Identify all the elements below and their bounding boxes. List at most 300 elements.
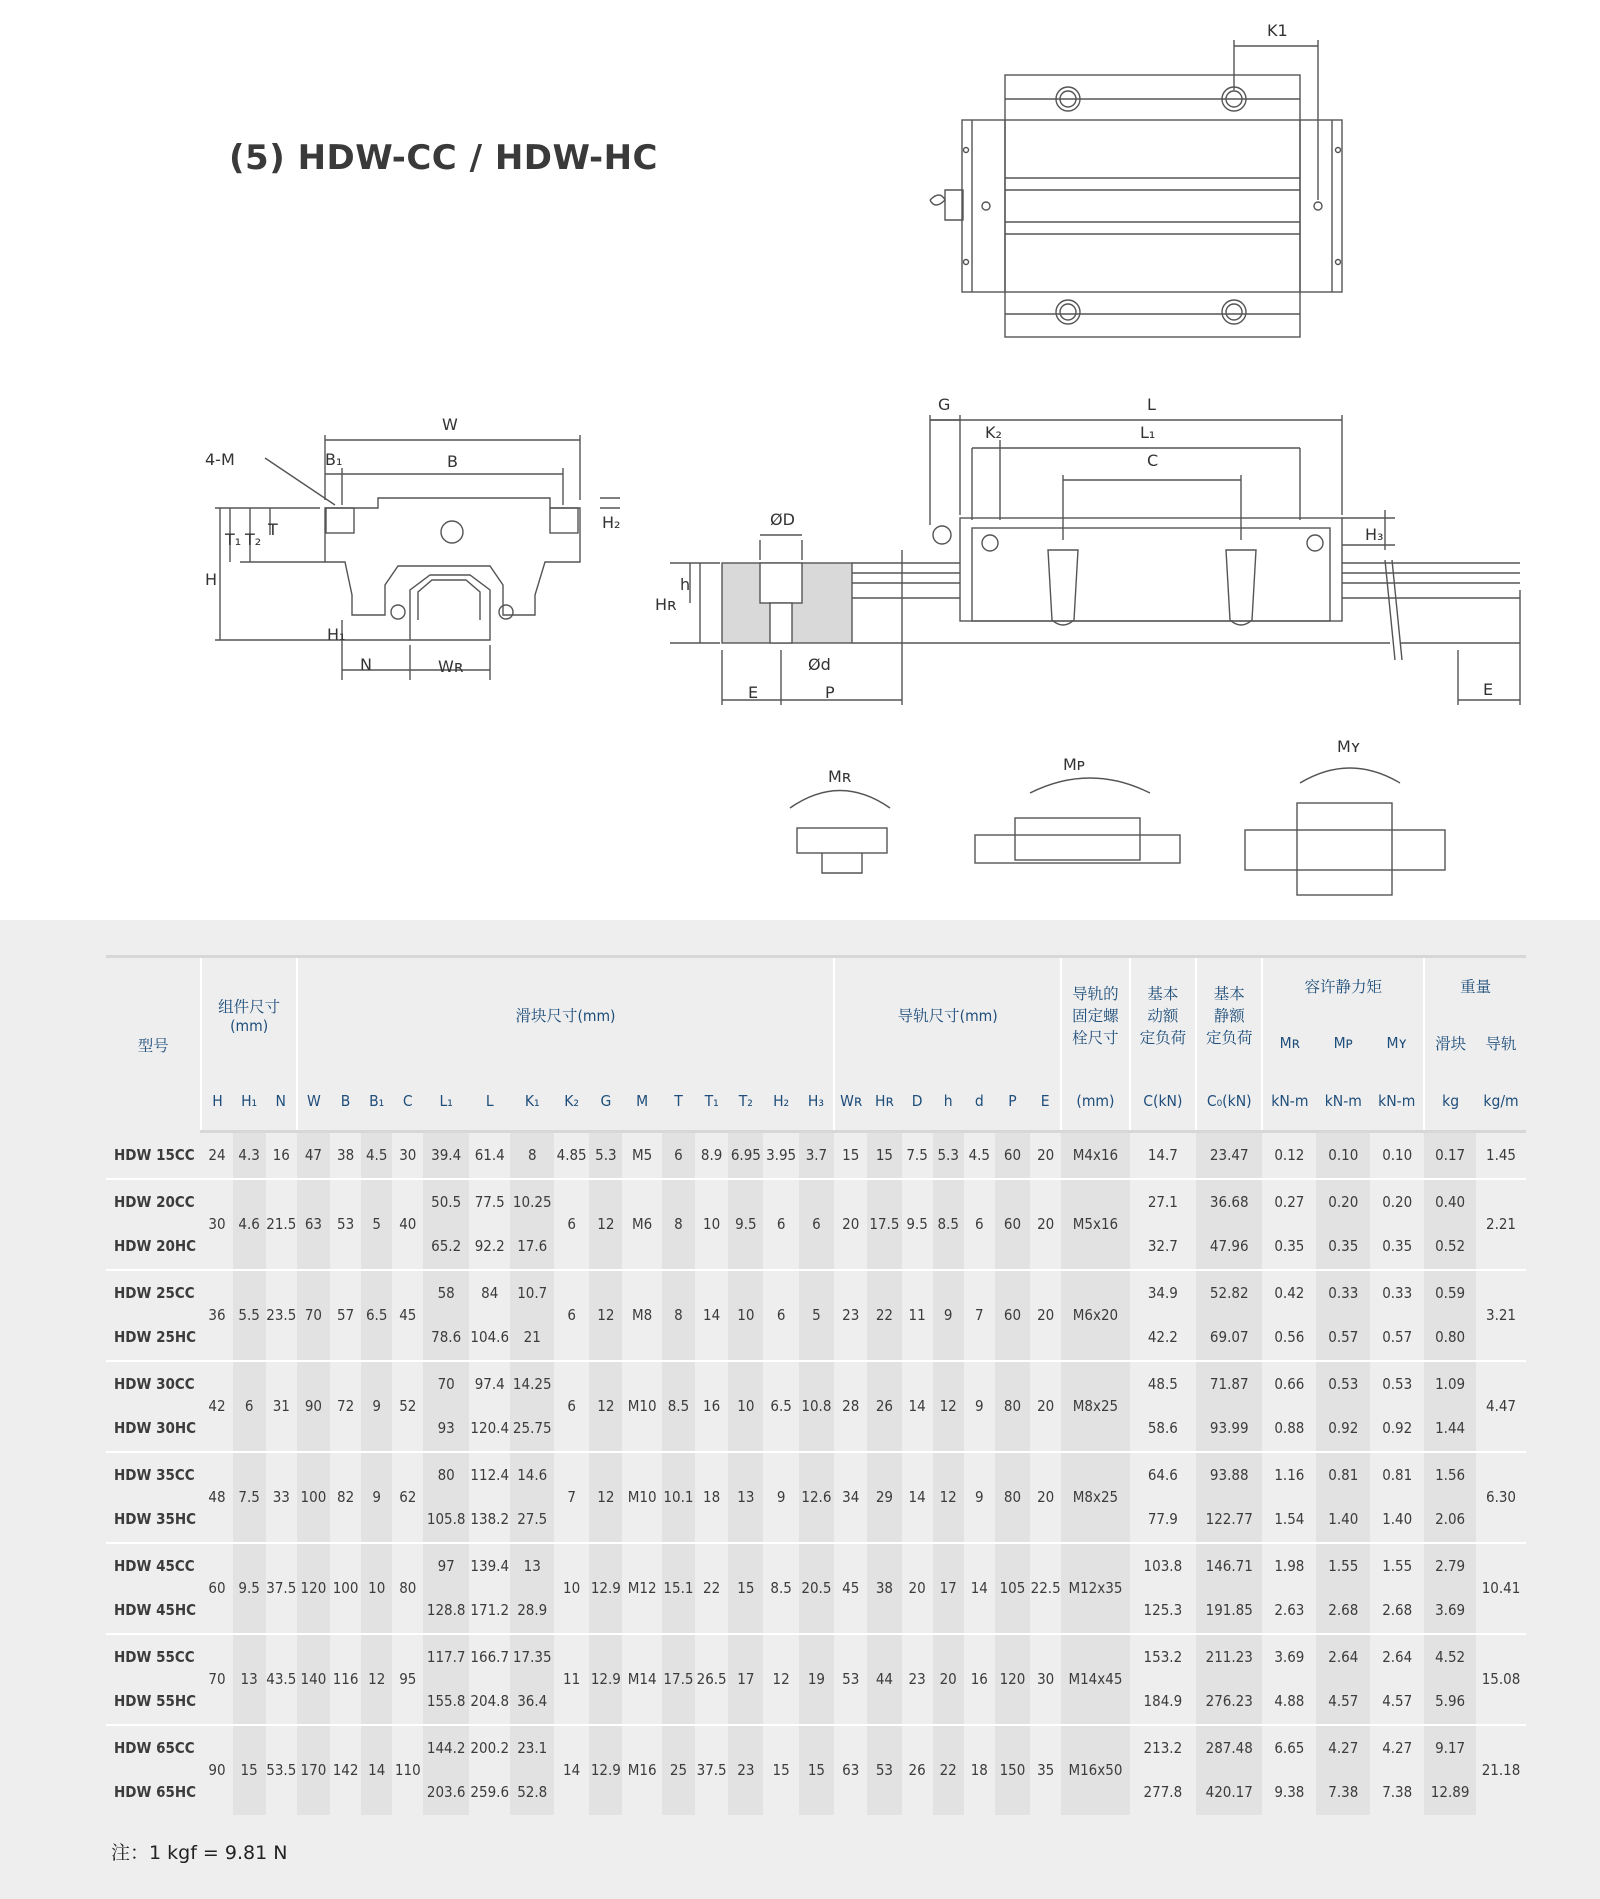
header-symbol: K₁ — [510, 1072, 554, 1132]
cell-p: 60 — [995, 1179, 1030, 1270]
cell-c0: 420.17 — [1196, 1770, 1262, 1815]
cell-m: M5 — [632, 1146, 653, 1165]
header-symbol: Hʀ — [867, 1072, 901, 1132]
cell-w: 100 — [297, 1452, 330, 1543]
label-od-small: Ød — [808, 655, 831, 674]
cell-cdyn: 64.6 — [1130, 1452, 1196, 1498]
label-h-small: h — [680, 575, 691, 594]
cell-h1: 15 — [233, 1725, 266, 1815]
cell-t2: 17 — [728, 1634, 763, 1725]
header-symbol: B₁ — [361, 1072, 392, 1132]
cell-d: 14 — [902, 1452, 933, 1543]
cell-wr: 20 — [834, 1179, 867, 1270]
cell-m: M12 — [622, 1543, 661, 1634]
cell-cdyn: 103.8 — [1130, 1543, 1196, 1589]
cell-bolt: M14x45 — [1061, 1634, 1129, 1725]
cell-my: 0.10 — [1382, 1146, 1413, 1165]
cell-mr: 0.27 — [1262, 1179, 1316, 1225]
cell-rail-kg: 1.45 — [1485, 1146, 1517, 1165]
cell-c0: 122.77 — [1196, 1497, 1262, 1543]
cell-n: 53.5 — [266, 1725, 297, 1815]
cell-blockkg: 1.56 — [1424, 1452, 1476, 1498]
cell-h: 48 — [201, 1452, 232, 1543]
cell-l: 138.2 — [470, 1510, 510, 1529]
cell-rail-kg: 21.18 — [1476, 1725, 1526, 1815]
header-symbol: D — [902, 1072, 933, 1132]
cell-d: 23 — [902, 1634, 933, 1725]
cell-blockkg: 0.17 — [1424, 1132, 1476, 1179]
header-symbol: G — [589, 1072, 622, 1132]
cell-l1: 50.5 — [423, 1179, 469, 1225]
label-e1: E — [748, 683, 759, 702]
header-symbol: C₀(kN) — [1196, 1072, 1262, 1132]
label-t: T — [268, 520, 278, 539]
cell-mp: 2.64 — [1316, 1634, 1370, 1680]
header-symbol: P — [995, 1072, 1030, 1132]
model-name: HDW 30HC — [114, 1419, 197, 1438]
cell-k1: 52.8 — [510, 1770, 554, 1815]
label-my: Mʏ — [1337, 737, 1361, 756]
cell-c0: 211.23 — [1196, 1634, 1262, 1680]
cell-c0: 287.48 — [1196, 1725, 1262, 1771]
cell-cdyn: 27.1 — [1130, 1179, 1196, 1225]
cell-t: 10.1 — [662, 1452, 695, 1543]
cell-w: 90 — [297, 1361, 330, 1452]
cell-l1: 58 — [423, 1270, 469, 1316]
cell-l: 171.2 — [470, 1601, 510, 1620]
cell-t1: 37.5 — [695, 1725, 728, 1815]
cell-d: 9.5 — [902, 1179, 933, 1270]
moment-icons — [790, 768, 1445, 895]
cell-b1: 4.5 — [361, 1132, 392, 1179]
cell-my: 0.81 — [1370, 1452, 1424, 1498]
cell-b: 142 — [330, 1725, 361, 1815]
cell-l1: 105.8 — [423, 1497, 469, 1543]
cell-hr: 15 — [867, 1132, 901, 1179]
cell-h3: 10.8 — [799, 1361, 834, 1452]
cell-b1: 10 — [361, 1543, 392, 1634]
cell-mp: 7.38 — [1316, 1770, 1370, 1815]
cell-g: 12.9 — [589, 1634, 622, 1725]
cell-c0: 71.87 — [1196, 1361, 1262, 1407]
cell-h: 24 — [208, 1146, 226, 1165]
model-name: HDW 30CC — [106, 1361, 201, 1407]
cell-cdyn: 14.7 — [1147, 1146, 1178, 1165]
cell-hr: 22 — [867, 1270, 901, 1361]
cell-wr: 45 — [834, 1543, 867, 1634]
cell-cdyn: 77.9 — [1147, 1510, 1178, 1529]
cell-wr: 28 — [834, 1361, 867, 1452]
label-mp: Mᴘ — [1063, 755, 1086, 774]
cell-h3: 3.7 — [799, 1132, 834, 1179]
cell-d: 11 — [902, 1270, 933, 1361]
cell-rail-kg: 3.21 — [1476, 1270, 1526, 1361]
cell-c0: 47.96 — [1196, 1224, 1262, 1270]
cell-rail-kg: 10.41 — [1476, 1543, 1526, 1634]
label-h1: H₁ — [327, 625, 346, 644]
label-wr: Wʀ — [438, 657, 464, 676]
cell-h: 12 — [933, 1452, 964, 1543]
cell-cdyn: 48.5 — [1130, 1361, 1196, 1407]
label-n: N — [360, 655, 372, 674]
cell-blockkg: 0.40 — [1424, 1179, 1476, 1225]
cell-k1: 17.35 — [510, 1634, 554, 1680]
cell-wr: 23 — [834, 1270, 867, 1361]
cell-blockkg: 0.80 — [1424, 1315, 1476, 1361]
cell-l: 139.4 — [469, 1543, 510, 1589]
cell-my: 0.57 — [1382, 1328, 1413, 1347]
cell-h3: 6 — [799, 1179, 834, 1270]
cell-l: 112.4 — [469, 1452, 510, 1498]
cell-p: 60 — [995, 1132, 1030, 1179]
cell-l1: 117.7 — [423, 1634, 469, 1680]
cell-mp: 2.68 — [1316, 1588, 1370, 1634]
cell-b1: 5 — [361, 1179, 392, 1270]
label-e2: E — [1483, 680, 1494, 699]
cell-t: 15.1 — [662, 1543, 695, 1634]
cell-bolt: M8x25 — [1061, 1361, 1129, 1452]
label-l1: L₁ — [1140, 423, 1156, 442]
cell-rail-kg: 6.30 — [1476, 1452, 1526, 1543]
cell-wr: 15 — [842, 1146, 860, 1165]
header-symbol: C — [392, 1072, 423, 1132]
cell-wr: 63 — [834, 1725, 867, 1815]
header-rail: 导轨尺寸(mm) — [834, 957, 1061, 1073]
cell-hr: 17.5 — [867, 1179, 901, 1270]
cell-k1: 14.25 — [510, 1361, 554, 1407]
cell-m: M14 — [622, 1634, 661, 1725]
cell-b: 116 — [330, 1634, 361, 1725]
spec-table — [106, 955, 1526, 1815]
cell-n: 16 — [272, 1146, 290, 1165]
cell-l: 77.5 — [469, 1179, 510, 1225]
cell-h2: 15 — [763, 1725, 798, 1815]
cell-c0: 36.68 — [1196, 1179, 1262, 1225]
cell-my: 2.68 — [1382, 1601, 1413, 1620]
cell-h3: 12.6 — [799, 1452, 834, 1543]
cell-g: 12.9 — [589, 1543, 622, 1634]
model-name: HDW 15CC — [114, 1145, 195, 1164]
cell-l1: 80 — [423, 1452, 469, 1498]
table-row — [106, 1452, 1526, 1498]
cell-h1: 6 — [233, 1361, 266, 1452]
cell-p: 80 — [995, 1452, 1030, 1543]
header-dynamic-load: 基本 动额 定负荷 — [1130, 957, 1196, 1073]
cell-d: 7.5 — [906, 1146, 928, 1165]
header-symbol: T — [662, 1072, 695, 1132]
cell-blockkg: 3.69 — [1424, 1588, 1476, 1634]
header-weight: 重量 — [1424, 957, 1526, 1015]
cell-c: 95 — [392, 1634, 423, 1725]
header-symbol: L₁ — [423, 1072, 469, 1132]
note-text: 注：1 kgf = 9.81 N — [111, 1842, 288, 1864]
cell-k1: 21 — [510, 1315, 554, 1361]
cell-c0: 69.07 — [1196, 1315, 1262, 1361]
cell-l1: 144.2 — [423, 1725, 469, 1771]
cell-m: M6 — [622, 1179, 661, 1270]
table-row — [106, 1179, 1526, 1225]
cell-t2: 9.5 — [728, 1179, 763, 1270]
cell-b: 82 — [330, 1452, 361, 1543]
cell-t1: 22 — [695, 1543, 728, 1634]
cell-k2: 10 — [554, 1543, 589, 1634]
cell-h2: 3.95 — [766, 1146, 797, 1165]
header-symbol: (mm) — [1061, 1072, 1129, 1132]
header-model: 型号 — [106, 957, 201, 1132]
cell-hr: 44 — [867, 1634, 901, 1725]
cell-l: 97.4 — [469, 1361, 510, 1407]
cell-m: M8 — [622, 1270, 661, 1361]
cell-cdyn: 213.2 — [1130, 1725, 1196, 1771]
header-symbol: B — [330, 1072, 361, 1132]
cell-mr: 6.65 — [1262, 1725, 1316, 1771]
cell-mp: 0.10 — [1316, 1132, 1370, 1179]
cell-wr: 53 — [834, 1634, 867, 1725]
cell-t2: 15 — [728, 1543, 763, 1634]
cell-e: 30 — [1030, 1634, 1061, 1725]
cell-d: 9 — [964, 1361, 995, 1452]
cell-h1: 7.5 — [233, 1452, 266, 1543]
cell-h2: 6 — [763, 1270, 798, 1361]
cell-mr: 0.12 — [1274, 1146, 1305, 1165]
cell-bolt: M16x50 — [1061, 1725, 1129, 1815]
cell-h3: 20.5 — [799, 1543, 834, 1634]
cell-m: M10 — [622, 1361, 661, 1452]
cell-blockkg: 12.89 — [1424, 1770, 1476, 1815]
cell-my: 0.53 — [1370, 1361, 1424, 1407]
cell-k1: 8 — [510, 1132, 554, 1179]
model-name: HDW 35CC — [106, 1452, 201, 1498]
cell-mr: 0.66 — [1262, 1361, 1316, 1407]
label-mr: Mʀ — [828, 767, 852, 786]
cell-l: 166.7 — [469, 1634, 510, 1680]
cell-k2: 11 — [554, 1634, 589, 1725]
cell-w: 47 — [297, 1132, 330, 1179]
label-b1: B₁ — [325, 450, 343, 469]
cell-l1: 203.6 — [423, 1770, 469, 1815]
cell-l1: 39.4 — [423, 1132, 469, 1179]
cell-c0: 93.88 — [1196, 1452, 1262, 1498]
model-name: HDW 20CC — [106, 1179, 201, 1225]
cell-b1: 9 — [361, 1452, 392, 1543]
cell-b1: 6.5 — [361, 1270, 392, 1361]
header-symbol: kN-m — [1316, 1072, 1370, 1132]
model-name: HDW 65CC — [106, 1725, 201, 1771]
label-od-big: ØD — [770, 510, 795, 529]
label-g: G — [938, 395, 951, 414]
cell-mr: 4.88 — [1274, 1692, 1305, 1711]
cell-l: 204.8 — [470, 1692, 510, 1711]
header-symbol: M — [622, 1072, 661, 1132]
model-name: HDW 45CC — [106, 1543, 201, 1589]
cell-w: 120 — [297, 1543, 330, 1634]
cell-rail-kg: 2.21 — [1476, 1179, 1526, 1270]
header-symbol: kN-m — [1370, 1072, 1424, 1132]
cell-l: 61.4 — [474, 1146, 505, 1165]
cell-cdyn: 277.8 — [1143, 1783, 1183, 1802]
label-p: P — [825, 683, 835, 702]
cell-t1: 10 — [695, 1179, 728, 1270]
cell-mr: 1.98 — [1262, 1543, 1316, 1589]
cell-p: 150 — [995, 1725, 1030, 1815]
cell-mr: 2.63 — [1274, 1601, 1305, 1620]
header-symbol: d — [964, 1072, 995, 1132]
cell-cdyn: 58.6 — [1147, 1419, 1178, 1438]
cell-my: 0.92 — [1382, 1419, 1413, 1438]
cell-bolt: M4x16 — [1061, 1132, 1129, 1179]
cell-l1: 155.8 — [423, 1679, 469, 1725]
cell-m: M16 — [622, 1725, 661, 1815]
header-static-load: 基本 静额 定负荷 — [1196, 957, 1262, 1073]
header-symbol: kN-m — [1262, 1072, 1316, 1132]
cell-wr: 34 — [834, 1452, 867, 1543]
cell-l1: 93 — [423, 1406, 469, 1452]
cell-h1: 4.3 — [233, 1132, 266, 1179]
label-h: H — [205, 570, 218, 589]
cell-w: 70 — [297, 1270, 330, 1361]
cell-p: 80 — [995, 1361, 1030, 1452]
cell-cdyn: 42.2 — [1147, 1328, 1178, 1347]
table-row — [106, 1361, 1526, 1407]
model-name: HDW 55HC — [114, 1692, 197, 1711]
label-h3: H₃ — [1365, 525, 1384, 544]
cell-d: 20 — [902, 1543, 933, 1634]
cell-n: 21.5 — [266, 1179, 297, 1270]
cell-blockkg: 0.52 — [1424, 1224, 1476, 1270]
cell-l: 104.6 — [470, 1328, 510, 1347]
cell-e: 20 — [1037, 1146, 1055, 1165]
cell-h1: 9.5 — [233, 1543, 266, 1634]
cell-mr: 1.54 — [1274, 1510, 1305, 1529]
cell-hr: 29 — [867, 1452, 901, 1543]
cell-b: 72 — [330, 1361, 361, 1452]
cell-k1: 27.5 — [510, 1497, 554, 1543]
cell-t1: 18 — [695, 1452, 728, 1543]
cell-k1: 10.25 — [510, 1179, 554, 1225]
cell-g: 5.3 — [589, 1132, 622, 1179]
header-moment: 容许静力矩 — [1262, 957, 1424, 1015]
cell-k1: 17.6 — [510, 1224, 554, 1270]
cell-mp: 4.57 — [1316, 1679, 1370, 1725]
cell-t: 6 — [662, 1132, 695, 1179]
cell-h2: 8.5 — [763, 1543, 798, 1634]
cell-h: 20 — [933, 1634, 964, 1725]
model-name: HDW 65HC — [114, 1783, 197, 1802]
model-name: HDW 25HC — [114, 1328, 197, 1347]
cell-b: 100 — [330, 1543, 361, 1634]
header-symbol: L — [469, 1072, 510, 1132]
cell-l: 259.6 — [470, 1783, 510, 1802]
cell-h1: 4.6 — [233, 1179, 266, 1270]
cell-l1: 70 — [423, 1361, 469, 1407]
cell-mp: 0.81 — [1316, 1452, 1370, 1498]
cell-rail-kg: 4.47 — [1476, 1361, 1526, 1452]
cell-t1: 26.5 — [695, 1634, 728, 1725]
cell-bolt: M12x35 — [1061, 1543, 1129, 1634]
cell-e: 20 — [1030, 1270, 1061, 1361]
cell-t: 8 — [662, 1270, 695, 1361]
cell-g: 12 — [589, 1361, 622, 1452]
table-row — [106, 1132, 1526, 1179]
cell-b: 38 — [337, 1146, 355, 1165]
cell-w: 170 — [297, 1725, 330, 1815]
cell-k1: 28.9 — [510, 1588, 554, 1634]
cell-cdyn: 184.9 — [1143, 1692, 1183, 1711]
cell-g: 12.9 — [589, 1725, 622, 1815]
header-symbol: K₂ — [554, 1072, 589, 1132]
cell-e: 22.5 — [1030, 1543, 1061, 1634]
cell-k1: 25.75 — [510, 1406, 554, 1452]
label-4m: 4-M — [205, 450, 235, 469]
cell-k1: 36.4 — [510, 1679, 554, 1725]
cell-my: 0.35 — [1382, 1237, 1413, 1256]
cell-p: 120 — [995, 1634, 1030, 1725]
cell-d: 14 — [902, 1361, 933, 1452]
cell-c: 40 — [392, 1179, 423, 1270]
cell-e: 20 — [1030, 1452, 1061, 1543]
cell-k2: 14 — [554, 1725, 589, 1815]
header-mr: Mʀ — [1262, 1014, 1316, 1072]
cell-m: M10 — [622, 1452, 661, 1543]
label-w: W — [442, 415, 458, 434]
cell-mr: 0.35 — [1274, 1237, 1305, 1256]
cell-h: 42 — [201, 1361, 232, 1452]
cell-t2: 10 — [728, 1361, 763, 1452]
header-symbol: H — [201, 1072, 232, 1132]
cell-rail-kg: 15.08 — [1476, 1634, 1526, 1725]
cell-cdyn: 34.9 — [1130, 1270, 1196, 1316]
header-symbol: H₃ — [799, 1072, 834, 1132]
cell-blockkg: 9.17 — [1424, 1725, 1476, 1771]
label-b: B — [447, 452, 458, 471]
cell-blockkg: 0.59 — [1424, 1270, 1476, 1316]
cell-h: 5.3 — [933, 1132, 964, 1179]
cell-hr: 26 — [867, 1361, 901, 1452]
cell-my: 4.57 — [1382, 1692, 1413, 1711]
cell-h: 22 — [933, 1725, 964, 1815]
header-symbol: C(kN) — [1130, 1072, 1196, 1132]
cell-e: 20 — [1030, 1361, 1061, 1452]
cell-mp: 0.53 — [1316, 1361, 1370, 1407]
top-view-block — [930, 40, 1342, 337]
cell-c: 110 — [392, 1725, 423, 1815]
cell-n: 23.5 — [266, 1270, 297, 1361]
cell-h1: 13 — [233, 1634, 266, 1725]
header-symbol: h — [933, 1072, 964, 1132]
header-symbol: T₁ — [695, 1072, 728, 1132]
header-symbol: W — [297, 1072, 330, 1132]
cell-l: 92.2 — [474, 1237, 505, 1256]
cell-blockkg: 5.96 — [1424, 1679, 1476, 1725]
header-symbol: kg — [1424, 1072, 1476, 1132]
cell-my: 1.55 — [1370, 1543, 1424, 1589]
cell-g: 12 — [589, 1179, 622, 1270]
drawing-area — [0, 0, 1600, 920]
cell-h2: 12 — [763, 1634, 798, 1725]
cell-blockkg: 1.44 — [1424, 1406, 1476, 1452]
cell-c0: 146.71 — [1196, 1543, 1262, 1589]
cell-t: 8 — [662, 1179, 695, 1270]
cell-b: 53 — [330, 1179, 361, 1270]
technical-drawing — [0, 0, 1600, 920]
table-row — [106, 1725, 1526, 1771]
side-view-rail — [670, 415, 1520, 705]
cell-b: 57 — [330, 1270, 361, 1361]
cell-l: 120.4 — [470, 1419, 510, 1438]
cell-h: 12 — [933, 1361, 964, 1452]
header-rail-weight: 导轨 — [1485, 1035, 1517, 1053]
table-row — [106, 1543, 1526, 1589]
